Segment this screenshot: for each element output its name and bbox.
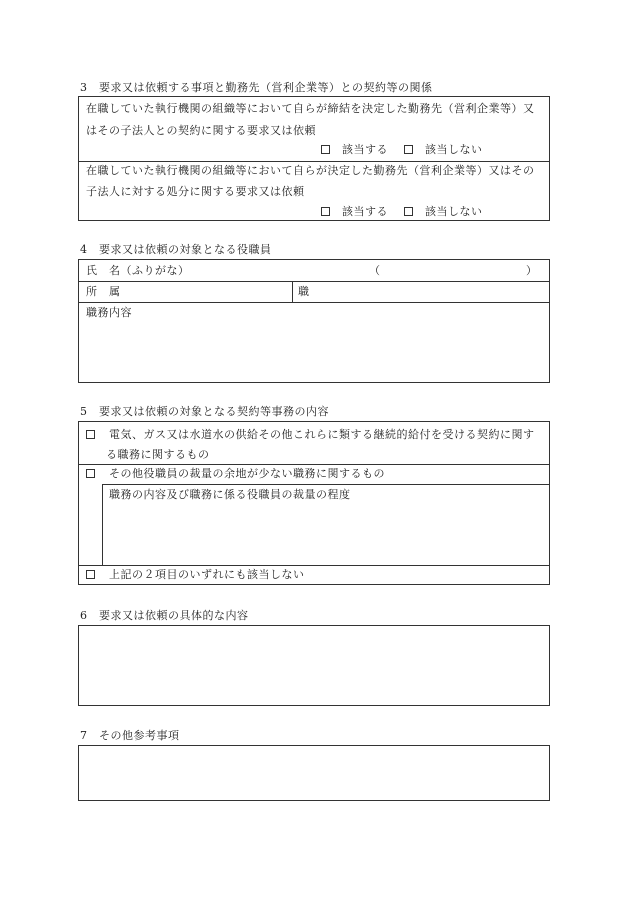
name-paren-close: ） [526,264,538,277]
affiliation-position-divider [292,281,293,302]
section7-title: 7 その他参考事項 [80,729,180,742]
item2-bottom-divider [79,565,549,566]
section3-row1-options [321,143,483,157]
section6-title: 6 要求又は依頼の具体的な内容 [80,609,249,622]
row2-applicable-checkbox[interactable] [321,207,330,216]
item1-text-line2: る職務に関するもの [106,448,210,461]
row1-not-applicable-checkbox[interactable] [404,145,413,154]
section3-row2-text-line2: 子法人に対する処分に関する要求又は依頼 [86,185,305,198]
item1-divider [79,464,549,465]
duties-label: 職務内容 [86,306,132,319]
section5-item2 [86,467,385,481]
item2-sub-top-divider [102,484,549,485]
section3-row2-text-line1: 在職していた執行機関の組織等において自らが決定した勤務先（営利企業等）又はその [86,164,535,177]
row2-not-applicable-label: 該当しない [425,205,483,218]
section5-item3 [86,568,305,582]
name-row-divider [79,281,549,282]
section4-table [78,259,550,383]
position-label: 職 [298,285,310,298]
section3-row1-text-line1: 在職していた執行機関の組織等において自らが締結を決定した勤務先（営利企業等）又 [86,102,535,115]
item2-text: その他役職員の裁量の余地が少ない職務に関するもの [109,467,385,480]
section5-table [78,421,550,585]
name-paren-open: （ [369,264,381,277]
item2-sub-left-divider [102,484,103,565]
row2-applicable-label: 該当する [342,205,388,218]
row1-applicable-checkbox[interactable] [321,145,330,154]
section7-textbox[interactable] [78,745,550,801]
item2-checkbox[interactable] [86,469,95,478]
name-label: 氏 名（ふりがな） [86,264,190,277]
section3-row2-options [321,205,483,219]
row1-not-applicable-label: 該当しない [425,143,483,156]
item1-text-line1: 電気、ガス又は水道水の供給その他これらに類する継続的給付を受ける契約に関す [109,428,535,441]
row2-not-applicable-checkbox[interactable] [404,207,413,216]
section3-row1-text-line2: はその子法人との契約に関する要求又は依頼 [86,124,316,137]
item3-text: 上記の２項目のいずれにも該当しない [109,568,305,581]
affiliation-row-divider [79,302,549,303]
section6-textbox[interactable] [78,625,550,706]
section4-title: 4 要求又は依頼の対象となる役職員 [80,243,272,256]
row1-applicable-label: 該当する [342,143,388,156]
affiliation-label: 所 属 [86,285,121,298]
item3-checkbox[interactable] [86,570,95,579]
section3-table [78,96,550,221]
section3-title: 3 要求又は依頼する事項と勤務先（営利企業等）との契約等の関係 [80,81,433,94]
section5-item1-line1 [86,428,535,442]
item1-checkbox[interactable] [86,430,95,439]
section3-divider [79,161,549,162]
section5-title: 5 要求又は依頼の対象となる契約等事務の内容 [80,405,329,418]
item2-sub-label: 職務の内容及び職務に係る役職員の裁量の程度 [109,488,351,501]
